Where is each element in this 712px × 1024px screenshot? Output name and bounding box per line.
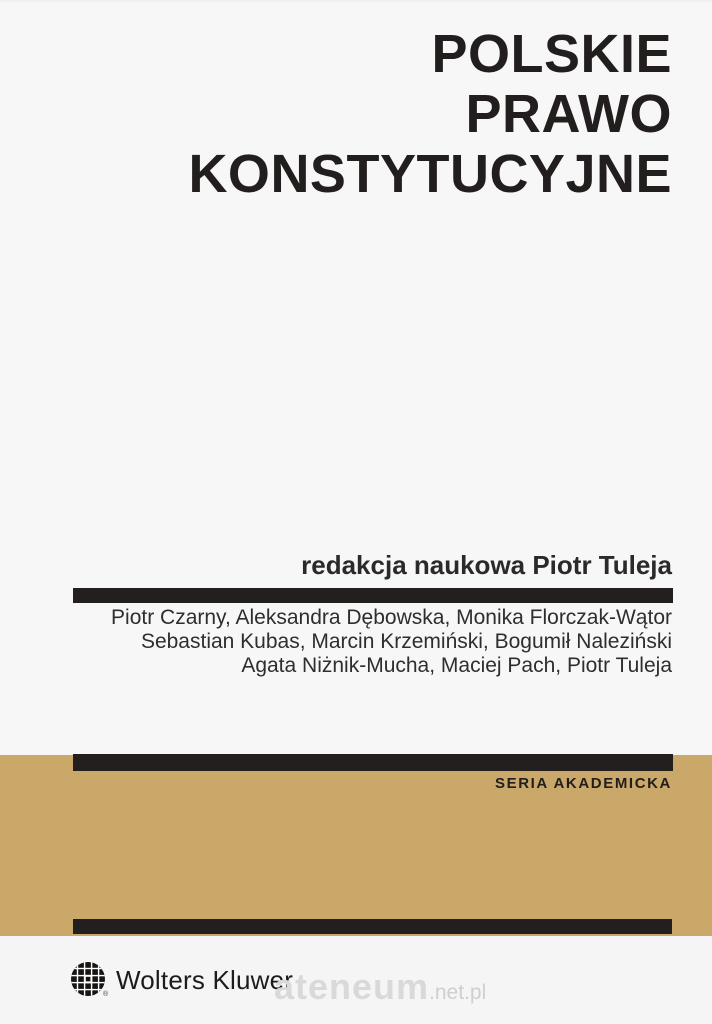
watermark xyxy=(274,966,486,1008)
watermark-suffix: .net.pl xyxy=(429,981,487,1004)
authors-block xyxy=(111,606,672,678)
watermark-main: ateneum xyxy=(274,966,430,1007)
series-band xyxy=(0,755,712,936)
band-top-bar xyxy=(73,754,673,771)
author-line-2: Sebastian Kubas, Marcin Krzemiński, Bogumił Naleziński xyxy=(140,630,672,653)
band-bottom-bar xyxy=(73,919,672,934)
title-line-3: KONSTYTUCYJNE xyxy=(188,144,672,204)
author-line-3: Agata Niżnik-Mucha, Maciej Pach, Piotr Tuleja xyxy=(241,654,672,677)
series-label: SERIA AKADEMICKA xyxy=(495,775,672,792)
editor-credit: redakcja naukowa Piotr Tuleja xyxy=(301,550,672,580)
title-line-2: PRAWO xyxy=(465,84,672,144)
registered-mark: ® xyxy=(103,991,109,998)
footer xyxy=(0,936,712,1024)
book-title xyxy=(188,24,672,204)
title-line-1: POLSKIE xyxy=(431,24,672,84)
scan-edge-artifact xyxy=(0,0,712,3)
wolters-kluwer-icon xyxy=(70,961,109,999)
divider-bar xyxy=(73,588,673,603)
publisher-name: Wolters Kluwer xyxy=(116,964,294,995)
author-line-1: Piotr Czarny, Aleksandra Dębowska, Monika Florczak-Wątor xyxy=(111,606,672,629)
publisher-logo xyxy=(70,961,293,999)
